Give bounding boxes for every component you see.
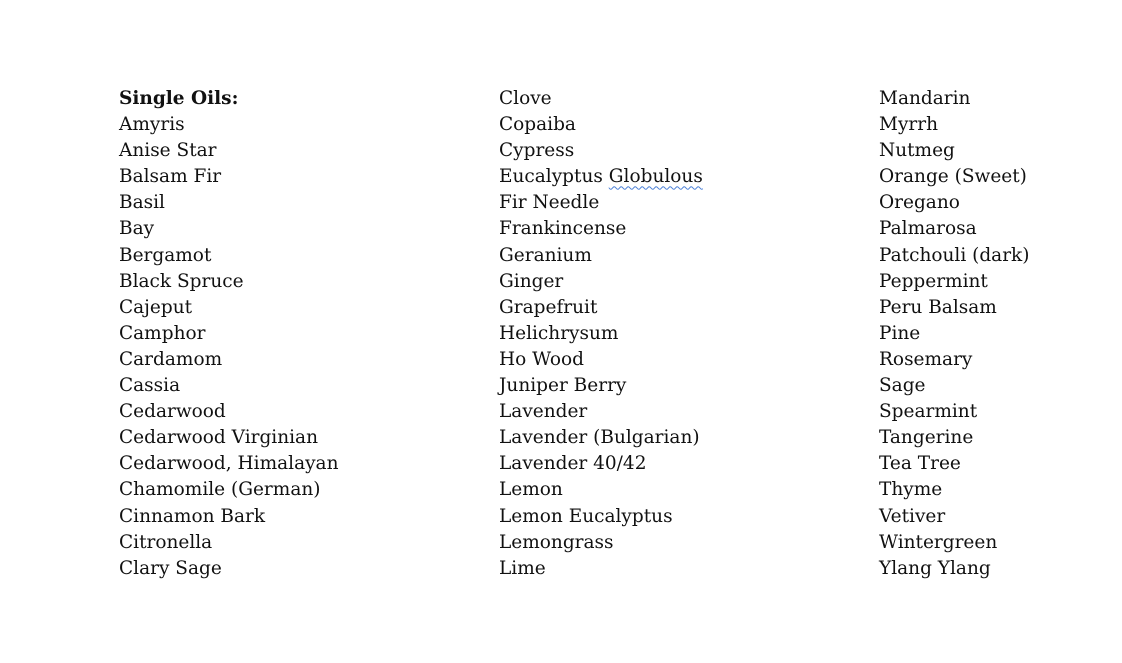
- list-item: Balsam Fir: [119, 166, 222, 188]
- list-item: Ylang Ylang: [879, 557, 991, 579]
- list-item: Peppermint: [879, 270, 988, 292]
- list-item: Cassia: [119, 375, 181, 397]
- list-item: Mandarin: [879, 88, 971, 109]
- list-item: Basil: [119, 192, 165, 214]
- list-item: Frankincense: [499, 218, 627, 240]
- list-item: Sage: [879, 375, 926, 397]
- list-item: Geranium: [499, 244, 592, 266]
- section-heading: Single Oils:: [119, 88, 239, 109]
- list-item: Spearmint: [879, 401, 978, 423]
- list-item: Helichrysum: [499, 322, 619, 344]
- list-item: Citronella: [119, 531, 213, 553]
- list-item: Black Spruce: [119, 270, 244, 292]
- list-item: Vetiver: [879, 505, 946, 527]
- list-item: Clary Sage: [119, 557, 222, 579]
- list-item: Nutmeg: [879, 140, 955, 162]
- list-item: Cardamom: [119, 348, 223, 370]
- list-item: Orange (Sweet): [879, 166, 1027, 188]
- list-item: Wintergreen: [879, 531, 998, 553]
- list-item: Pine: [879, 322, 921, 344]
- list-item: Lavender: [499, 401, 588, 423]
- list-item: Chamomile (German): [119, 479, 321, 501]
- list-item: Bergamot: [119, 244, 212, 266]
- list-item-word: Eucalyptus: [499, 166, 603, 188]
- list-item: Anise Star: [119, 140, 217, 162]
- oil-list-column-2: [499, 86, 859, 582]
- list-item: Peru Balsam: [879, 296, 997, 318]
- list-item: Lemon: [499, 479, 563, 501]
- list-item: Amyris: [119, 114, 185, 136]
- list-item: [499, 164, 859, 190]
- list-item: Cedarwood Virginian: [119, 427, 318, 449]
- list-item: Cajeput: [119, 296, 193, 318]
- list-item: Tea Tree: [879, 453, 961, 475]
- oil-list-column-3: [879, 86, 1109, 582]
- list-item: Lemon Eucalyptus: [499, 505, 673, 527]
- list-item: Camphor: [119, 322, 206, 344]
- list-item: Copaiba: [499, 114, 576, 136]
- list-item: Tangerine: [879, 427, 974, 449]
- list-item: Lavender (Bulgarian): [499, 427, 700, 449]
- list-item: Fir Needle: [499, 192, 600, 214]
- list-item: Patchouli (dark): [879, 244, 1030, 266]
- list-item: Lavender 40/42: [499, 453, 647, 475]
- list-item: Ho Wood: [499, 348, 585, 370]
- list-item: Ginger: [499, 270, 564, 292]
- list-item: Rosemary: [879, 348, 973, 370]
- list-item: Grapefruit: [499, 296, 598, 318]
- list-item: Oregano: [879, 192, 960, 214]
- list-item: Cypress: [499, 140, 575, 162]
- oil-list-column-1: [119, 86, 479, 582]
- list-item: Thyme: [879, 479, 943, 501]
- list-item: Cedarwood, Himalayan: [119, 453, 339, 475]
- list-item: Bay: [119, 218, 155, 240]
- list-item: Lime: [499, 557, 546, 579]
- list-item: Clove: [499, 88, 552, 109]
- spelling-flagged-word[interactable]: Globulous: [608, 166, 703, 188]
- list-item: Palmarosa: [879, 218, 977, 240]
- list-item: Cedarwood: [119, 401, 226, 423]
- list-item: Lemongrass: [499, 531, 614, 553]
- list-item: Juniper Berry: [499, 375, 627, 397]
- list-item: Cinnamon Bark: [119, 505, 266, 527]
- list-item: Myrrh: [879, 114, 938, 136]
